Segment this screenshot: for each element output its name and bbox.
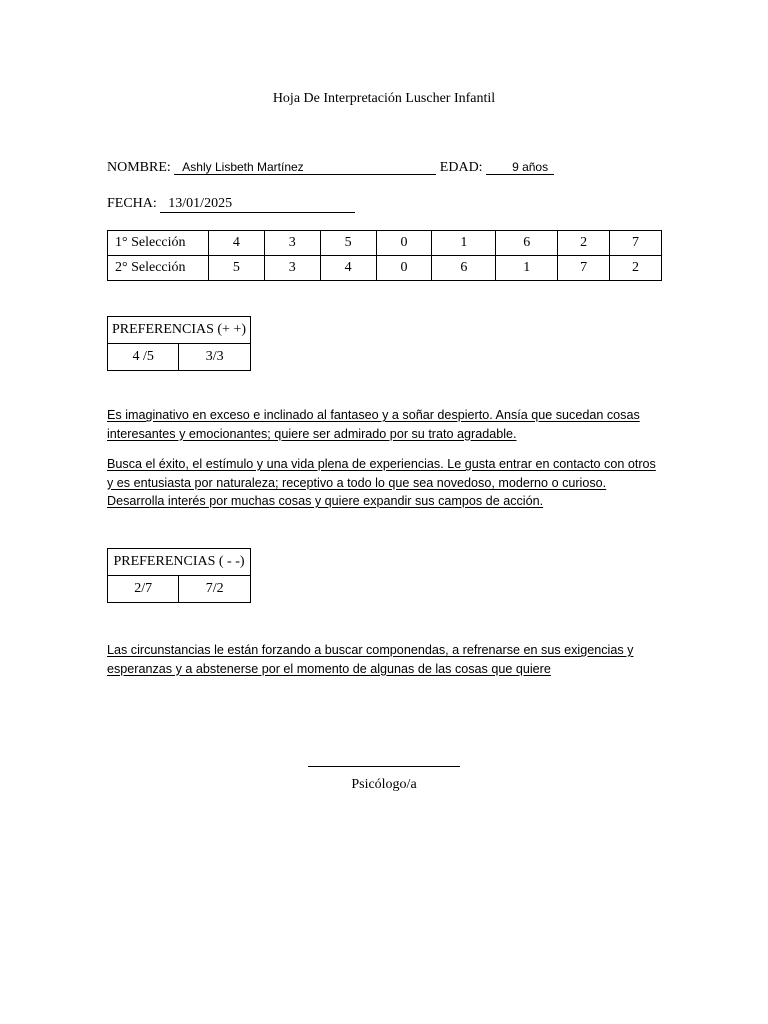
table-cell: 7 [610, 231, 662, 256]
table-cell: 0 [376, 256, 432, 281]
edad-field[interactable] [486, 160, 554, 175]
fecha-label: FECHA: [107, 196, 157, 211]
preferences-positive-table [107, 316, 251, 371]
row-label: 1° Selección [108, 231, 209, 256]
table-cell: 2 [610, 256, 662, 281]
fecha-value: 13/01/2025 [168, 196, 233, 211]
preferences-negative-table [107, 548, 251, 603]
table-cell: 4 [208, 231, 264, 256]
fecha-field[interactable] [160, 196, 355, 213]
table-cell: 3/3 [179, 344, 251, 371]
table-cell: 0 [376, 231, 432, 256]
table-cell: 7/2 [179, 576, 251, 603]
table-cell: 5 [320, 231, 376, 256]
interpretation-paragraph: Busca el éxito, el estímulo y una vida plena de experiencias. Le gusta entrar en contacto con otros y es entusiasta por naturaleza; receptivo a todo lo que sea novedoso, moderno o curioso. Desarrolla interés por muchas cosas y quiere expandir sus campos de acción. [107, 457, 656, 508]
row-label: 2° Selección [108, 256, 209, 281]
interpretation-paragraph: Es imaginativo en exceso e inclinado al fantaseo y a soñar despierto. Ansía que sucedan cosas interesantes y emocionantes; quiere ser admirado por su trato agradable. [107, 408, 640, 441]
document-title: Hoja De Interpretación Luscher Infantil [272, 91, 496, 106]
name-age-line [107, 160, 554, 176]
table-cell: 3 [264, 256, 320, 281]
table-row [108, 231, 662, 256]
table-cell: 3 [264, 231, 320, 256]
nombre-label: NOMBRE: [107, 160, 171, 175]
table-row [108, 256, 662, 281]
selections-table [107, 230, 662, 281]
table-cell: 1 [432, 231, 496, 256]
nombre-value: Ashly Lisbeth Martínez [182, 160, 304, 174]
table-cell: 4 [320, 256, 376, 281]
table-cell: 6 [496, 231, 558, 256]
edad-label: EDAD: [439, 160, 483, 175]
table-cell: 4 /5 [108, 344, 179, 371]
nombre-field[interactable] [174, 160, 436, 175]
interpretation-paragraph: Las circunstancias le están forzando a buscar componendas, a refrenarse en sus exigencias y esperanzas y a abstenerse por el momento de algunas de las cosas que quiere [107, 643, 634, 676]
table-cell: 1 [496, 256, 558, 281]
signature-label: Psicólogo/a [351, 777, 417, 792]
table-cell: 7 [558, 256, 610, 281]
table-cell: 6 [432, 256, 496, 281]
fecha-line [107, 196, 355, 213]
preferences-positive-header: PREFERENCIAS (+ +) [108, 317, 251, 344]
edad-value: 9 años [512, 160, 549, 174]
preferences-negative-header: PREFERENCIAS ( - -) [108, 549, 251, 576]
table-cell: 5 [208, 256, 264, 281]
table-cell: 2/7 [108, 576, 179, 603]
signature-line [308, 766, 460, 767]
table-cell: 2 [558, 231, 610, 256]
